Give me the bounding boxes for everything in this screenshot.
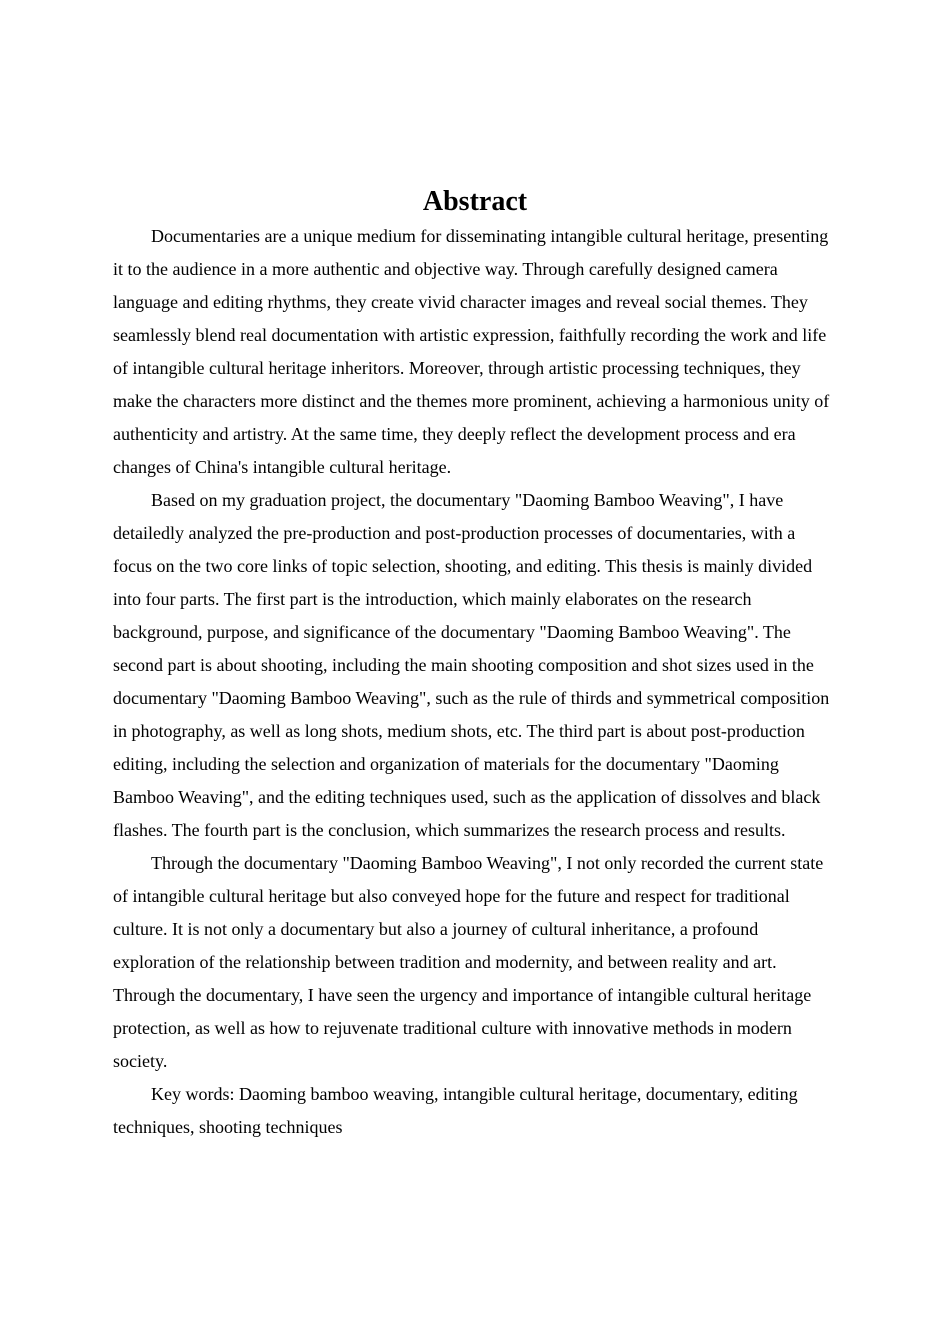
- abstract-paragraph-3: Through the documentary "Daoming Bamboo Weaving", I not only recorded the current state of intangible cultural heritage but also conveyed hope for the future and respect for traditional culture. It is not only a documentary but also a journey of cultural inheritance, a profound exploration of the relationship between tradition and modernity, and between reality and art. Through the documentary, I have seen the urgency and importance of intangible cultural heritage protection, as well as how to rejuvenate traditional culture with innovative methods in modern society.: [113, 853, 824, 1071]
- keywords-paragraph: Key words: Daoming bamboo weaving, intangible cultural heritage, documentary, editing techniques, shooting techniques: [113, 1084, 798, 1137]
- page-title: Abstract: [422, 186, 528, 217]
- abstract-paragraph-1: Documentaries are a unique medium for disseminating intangible cultural heritage, presenting it to the audience in a more authentic and objective way. Through carefully designed camera language and editing rhythms, they create vivid character images and reveal social themes. They seamlessly blend real documentation with artistic expression, faithfully recording the work and life of intangible cultural heritage inheritors. Moreover, through artistic processing techniques, they make the characters more distinct and the themes more prominent, achieving a harmonious unity of authenticity and artistry. At the same time, they deeply reflect the development process and era changes of China's intangible cultural heritage.: [113, 226, 830, 477]
- abstract-section: [113, 184, 837, 1144]
- abstract-paragraph-2: Based on my graduation project, the documentary "Daoming Bamboo Weaving", I have detailedly analyzed the pre-production and post-production processes of documentaries, with a focus on the two core links of topic selection, shooting, and editing. This thesis is mainly divided into four parts. The first part is the introduction, which mainly elaborates on the research background, purpose, and significance of the documentary "Daoming Bamboo Weaving". The second part is about shooting, including the main shooting composition and shot sizes used in the documentary "Daoming Bamboo Weaving", such as the rule of thirds and symmetrical composition in photography, as well as long shots, medium shots, etc. The third part is about post-production editing, including the selection and organization of materials for the documentary "Daoming Bamboo Weaving", and the editing techniques used, such as the application of dissolves and black flashes. The fourth part is the conclusion, which summarizes the research process and results.: [113, 490, 830, 840]
